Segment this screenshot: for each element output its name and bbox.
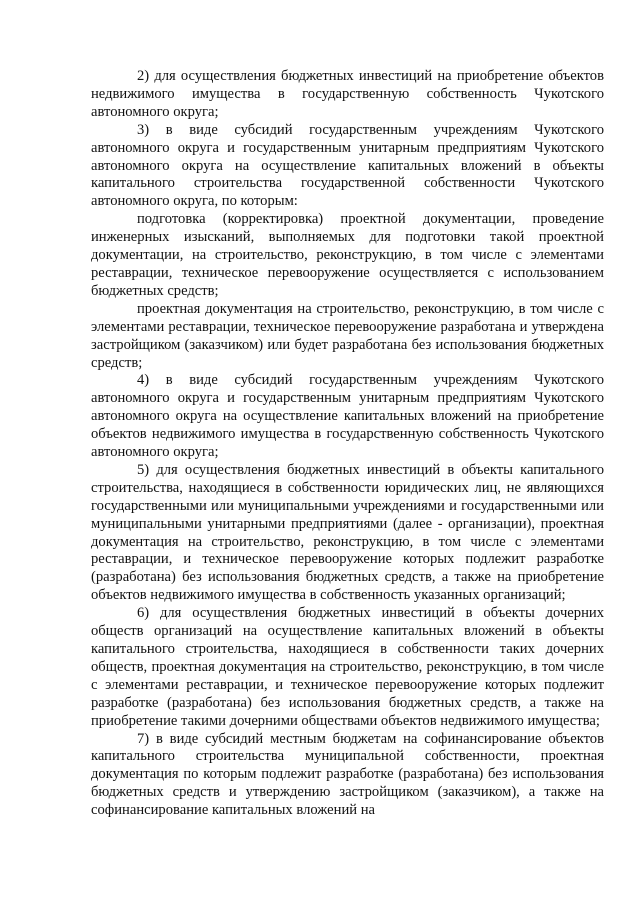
paragraph-item-3: 3) в виде субсидий государственным учреждениям Чукотского автономного округа и государственным унитарным предприятиям Чукотского автономного округа на осуществление капитальных вложений в объекты капитального строительства государственной собственности Чукотского автономного округа, по которым: (91, 121, 604, 210)
paragraph-subitem-design-docs-no-budget: проектная документация на строительство, реконструкцию, в том числе с элементами реставрации, техническое перевооружение разработана и утверждена застройщиком (заказчиком) или будет разработана без использования бюджетных средств; (91, 300, 604, 371)
paragraph-item-7: 7) в виде субсидий местным бюджетам на софинансирование объектов капитального строительства муниципальной собственности, проектная документация по которым подлежит разработке (разработана) без использования бюджетных средств и утверждению застройщиком (заказчиком), а также на софинансирование капитальных вложений на (91, 730, 604, 819)
paragraph-subitem-design-docs-budget: подготовка (корректировка) проектной документации, проведение инженерных изысканий, выполняемых для подготовки такой проектной документации, на строительство, реконструкцию, в том числе с элементами реставрации, техническое перевооружение осуществляется с использованием бюджетных средств; (91, 211, 604, 299)
paragraph-item-6: 6) для осуществления бюджетных инвестиций в объекты дочерних обществ организаций на осуществление капитальных вложений в объекты капитального строительства, находящиеся в собственности таких дочерних обществ, проектная документация на строительство, реконструкцию, в том числе с элементами реставрации, и техническое перевооружение которых подлежит разработке (разработана) без использования бюджетных средств, а также на приобретение такими дочерними обществами объектов недвижимого имущества; (91, 605, 604, 729)
paragraph-item-2: 2) для осуществления бюджетных инвестиций на приобретение объектов недвижимого имущества в государственную собственность Чукотского автономного округа; (91, 68, 604, 120)
paragraph-item-5: 5) для осуществления бюджетных инвестиций в объекты капитального строительства, находящиеся в собственности юридических лиц, не являющихся государственными или муниципальными учреждениями и государственными или муниципальными унитарными предприятиями (далее - организации), проектная документация на строительство, реконструкцию, в том числе с элементами реставрации, и техническое перевооружение которых подлежит разработке (разработана) без использования бюджетных средств, а также на приобретение объектов недвижимого имущества в собственность указанных организаций; (91, 461, 604, 604)
paragraph-item-4: 4) в виде субсидий государственным учреждениям Чукотского автономного округа и государственным унитарным предприятиям Чукотского автономного округа на осуществление капитальных вложений на приобретение объектов недвижимого имущества в государственную собственность Чукотского автономного округа; (91, 372, 604, 461)
document-page (91, 68, 604, 820)
